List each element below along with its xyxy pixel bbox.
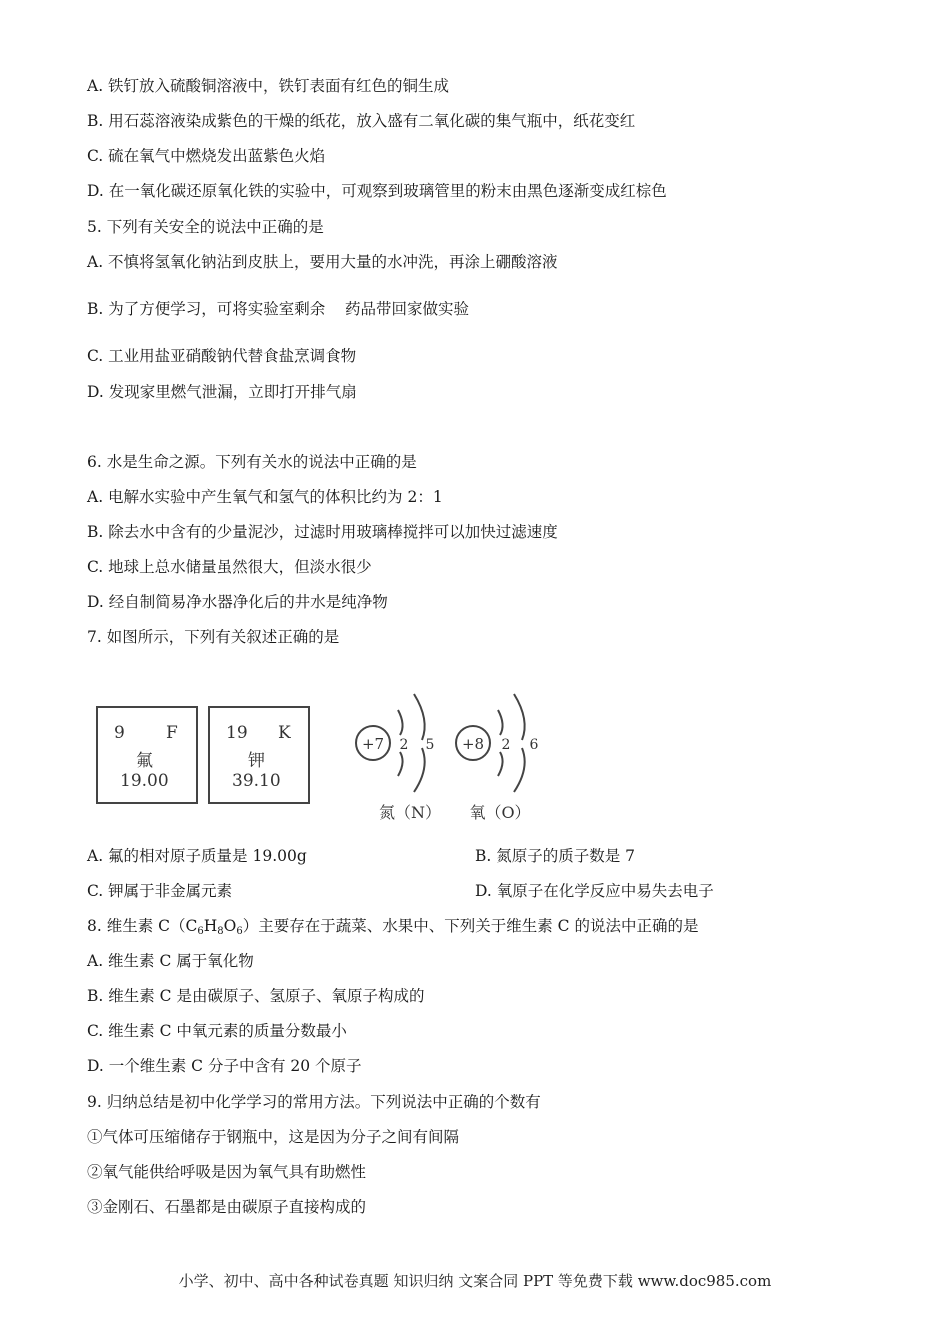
potassium-symbol: K (278, 723, 291, 743)
page-footer[interactable]: 小学、初中、高中各种试卷真题 知识归纳 文案合同 PPT 等免费下载 www.doc985.com (178, 1272, 772, 1290)
q9-statement-2: ②氧气能供给呼吸是因为氧气具有助燃性 (87, 1163, 367, 1181)
q8-option-c: C. 维生素 C 中氧元素的质量分数最小 (87, 1022, 347, 1040)
q6-stem: 6. 水是生命之源。下列有关水的说法中正确的是 (87, 453, 417, 471)
q8-option-a: A. 维生素 C 属于氧化物 (87, 952, 254, 970)
q5-option-b: B. 为了方便学习，可将实验室剩余 药品带回家做实验 (87, 300, 469, 318)
q8-stem: 8. 维生素 $C(C_6H_8O_6)$主要存在于蔬菜、水果中、下列关于维生素 C 的说法中正确的是 (87, 917, 699, 937)
q5-option-a: A. 不慎将氢氧化钠沾到皮肤上，要用大量的水冲洗，再涂上硼酸溶液 (87, 253, 558, 271)
q6-option-a: A. 电解水实验中产生氧气和氢气的体积比约为 2：1 (87, 488, 443, 506)
nitrogen-atom-diagram (356, 694, 441, 822)
q6-option-c: C. 地球上总水储量虽然很大，但淡水很少 (87, 558, 372, 576)
potassium-element-card (208, 706, 310, 804)
q7-option-c: C. 钾属于非金属元素 (87, 882, 233, 900)
nitrogen-label: 氮（N） (378, 803, 442, 822)
q7-option-b: B. 氮原子的质子数是 7 (475, 847, 636, 865)
q7-option-a: A. 氟的相对原子质量是 19.00g (87, 847, 307, 865)
atom-structure-diagrams (340, 680, 570, 830)
q9-statement-1: ①气体可压缩储存于钢瓶中，这是因为分子之间有间隔 (87, 1128, 460, 1146)
fluorine-name: 氟 (136, 751, 153, 771)
fluorine-atomic-number: 9 (114, 723, 125, 743)
q9-statement-3: ③金刚石、石墨都是由碳原子直接构成的 (87, 1198, 367, 1216)
nitrogen-shell1-electrons: 2 (399, 737, 409, 753)
q6-option-b: B. 除去水中含有的少量泥沙，过滤时用玻璃棒搅拌可以加快过滤速度 (87, 523, 558, 541)
oxygen-shell1-electrons: 2 (501, 737, 511, 753)
nitrogen-nucleus-charge: +7 (361, 735, 385, 753)
q5-stem: 5. 下列有关安全的说法中正确的是 (87, 218, 324, 236)
q8-option-d: D. 一个维生素 C 分子中含有 20 个原子 (87, 1057, 362, 1075)
q4-option-b: B. 用石蕊溶液染成紫色的干燥的纸花，放入盛有二氧化碳的集气瓶中，纸花变红 (87, 112, 636, 130)
q4-option-d: D. 在一氧化碳还原氧化铁的实验中，可观察到玻璃管里的粉末由黑色逐渐变成红棕色 (87, 182, 667, 200)
q7-stem: 7. 如图所示，下列有关叙述正确的是 (87, 628, 340, 646)
q4-option-c: C. 硫在氧气中燃烧发出蓝紫色火焰 (87, 147, 326, 165)
q7-option-d: D. 氧原子在化学反应中易失去电子 (475, 882, 714, 900)
q4-option-a: A. 铁钉放入硫酸铜溶液中，铁钉表面有红色的铜生成 (87, 77, 450, 95)
fluorine-mass: 19.00 (120, 771, 169, 791)
oxygen-shell2-electrons: 6 (529, 737, 539, 753)
potassium-atomic-number: 19 (226, 723, 248, 743)
potassium-mass: 39.10 (232, 771, 281, 791)
q5-option-d: D. 发现家里燃气泄漏，立即打开排气扇 (87, 383, 357, 401)
fluorine-symbol: F (166, 723, 178, 743)
q8-option-b: B. 维生素 C 是由碳原子、氢原子、氧原子构成的 (87, 987, 425, 1005)
oxygen-label: 氧（O） (469, 803, 531, 822)
oxygen-nucleus-charge: +8 (461, 735, 485, 753)
q6-option-d: D. 经自制简易净水器净化后的井水是纯净物 (87, 593, 388, 611)
q5-option-c: C. 工业用盐亚硝酸钠代替食盐烹调食物 (87, 347, 357, 365)
q9-stem: 9. 归纳总结是初中化学学习的常用方法。下列说法中正确的个数有 (87, 1093, 541, 1111)
nitrogen-shell2-electrons: 5 (425, 737, 435, 753)
fluorine-element-card (96, 706, 198, 804)
oxygen-atom-diagram (456, 694, 539, 822)
potassium-name: 钾 (248, 751, 265, 771)
